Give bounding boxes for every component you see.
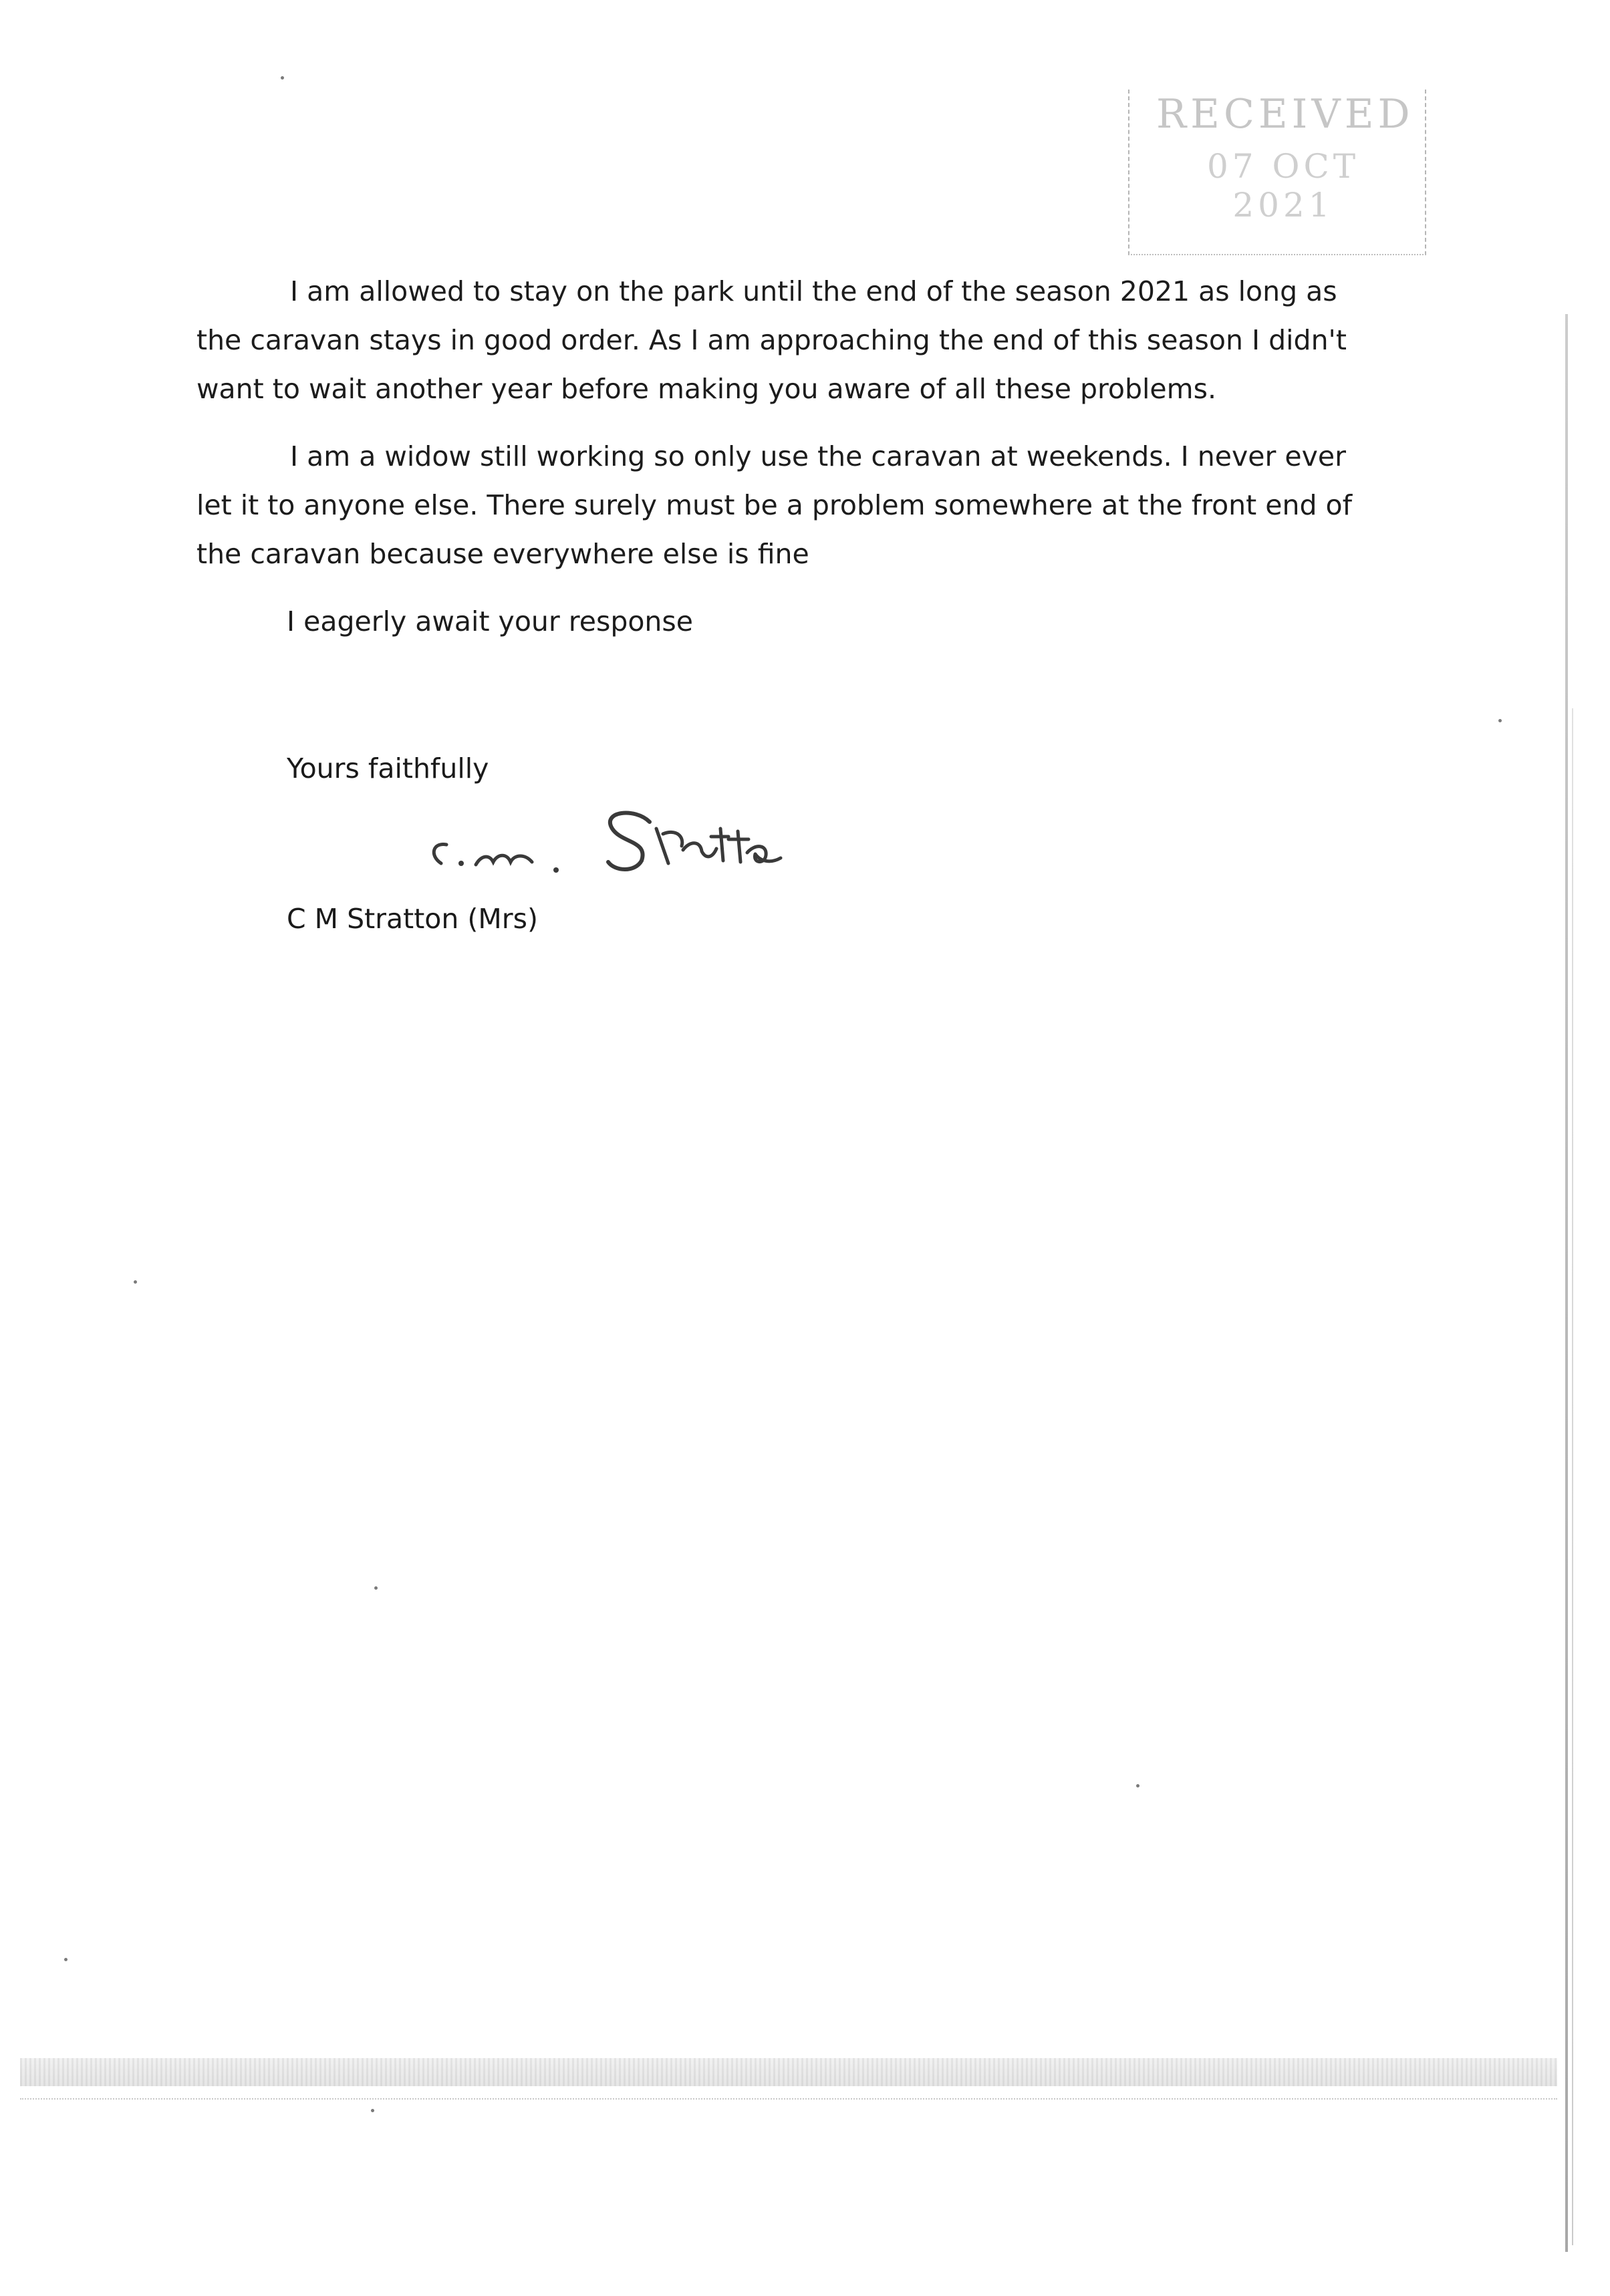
- scan-speck: [1498, 719, 1502, 722]
- signatory-name: C M Stratton (Mrs): [287, 903, 538, 935]
- stamp-title: RECEIVED: [1156, 91, 1414, 138]
- scan-artifact-line: [20, 2098, 1557, 2101]
- sign-off: Yours faithfully: [287, 752, 489, 784]
- handwritten-signature: [414, 802, 829, 889]
- paragraph-2: I am a widow still working so only use the caravan at weekends. I never ever let it to anyone else. There surely must be a problem somewhere at the front end of the caravan because everywhere else is fine: [196, 440, 1353, 570]
- scan-speck: [64, 1958, 68, 1961]
- scan-edge-line-secondary: [1572, 708, 1573, 2245]
- scan-speck: [374, 1586, 378, 1590]
- closing-line: I eagerly await your response: [287, 605, 693, 637]
- scan-edge-line: [1565, 314, 1568, 2252]
- scan-speck: [134, 1280, 137, 1284]
- scan-speck: [371, 2109, 374, 2112]
- scan-speck: [1136, 1784, 1139, 1787]
- stamp-date: 07 OCT 2021: [1206, 147, 1360, 225]
- scan-speck: [281, 76, 284, 80]
- scan-artifact-band: [20, 2058, 1557, 2086]
- letter-body: [196, 267, 1373, 646]
- paragraph-1: I am allowed to stay on the park until the end of the season 2021 as long as the caravan stays in good order. As I am approaching the end of this season I didn't want to wait another year before making you aware of all these problems.: [196, 275, 1347, 405]
- received-stamp: [1128, 90, 1426, 255]
